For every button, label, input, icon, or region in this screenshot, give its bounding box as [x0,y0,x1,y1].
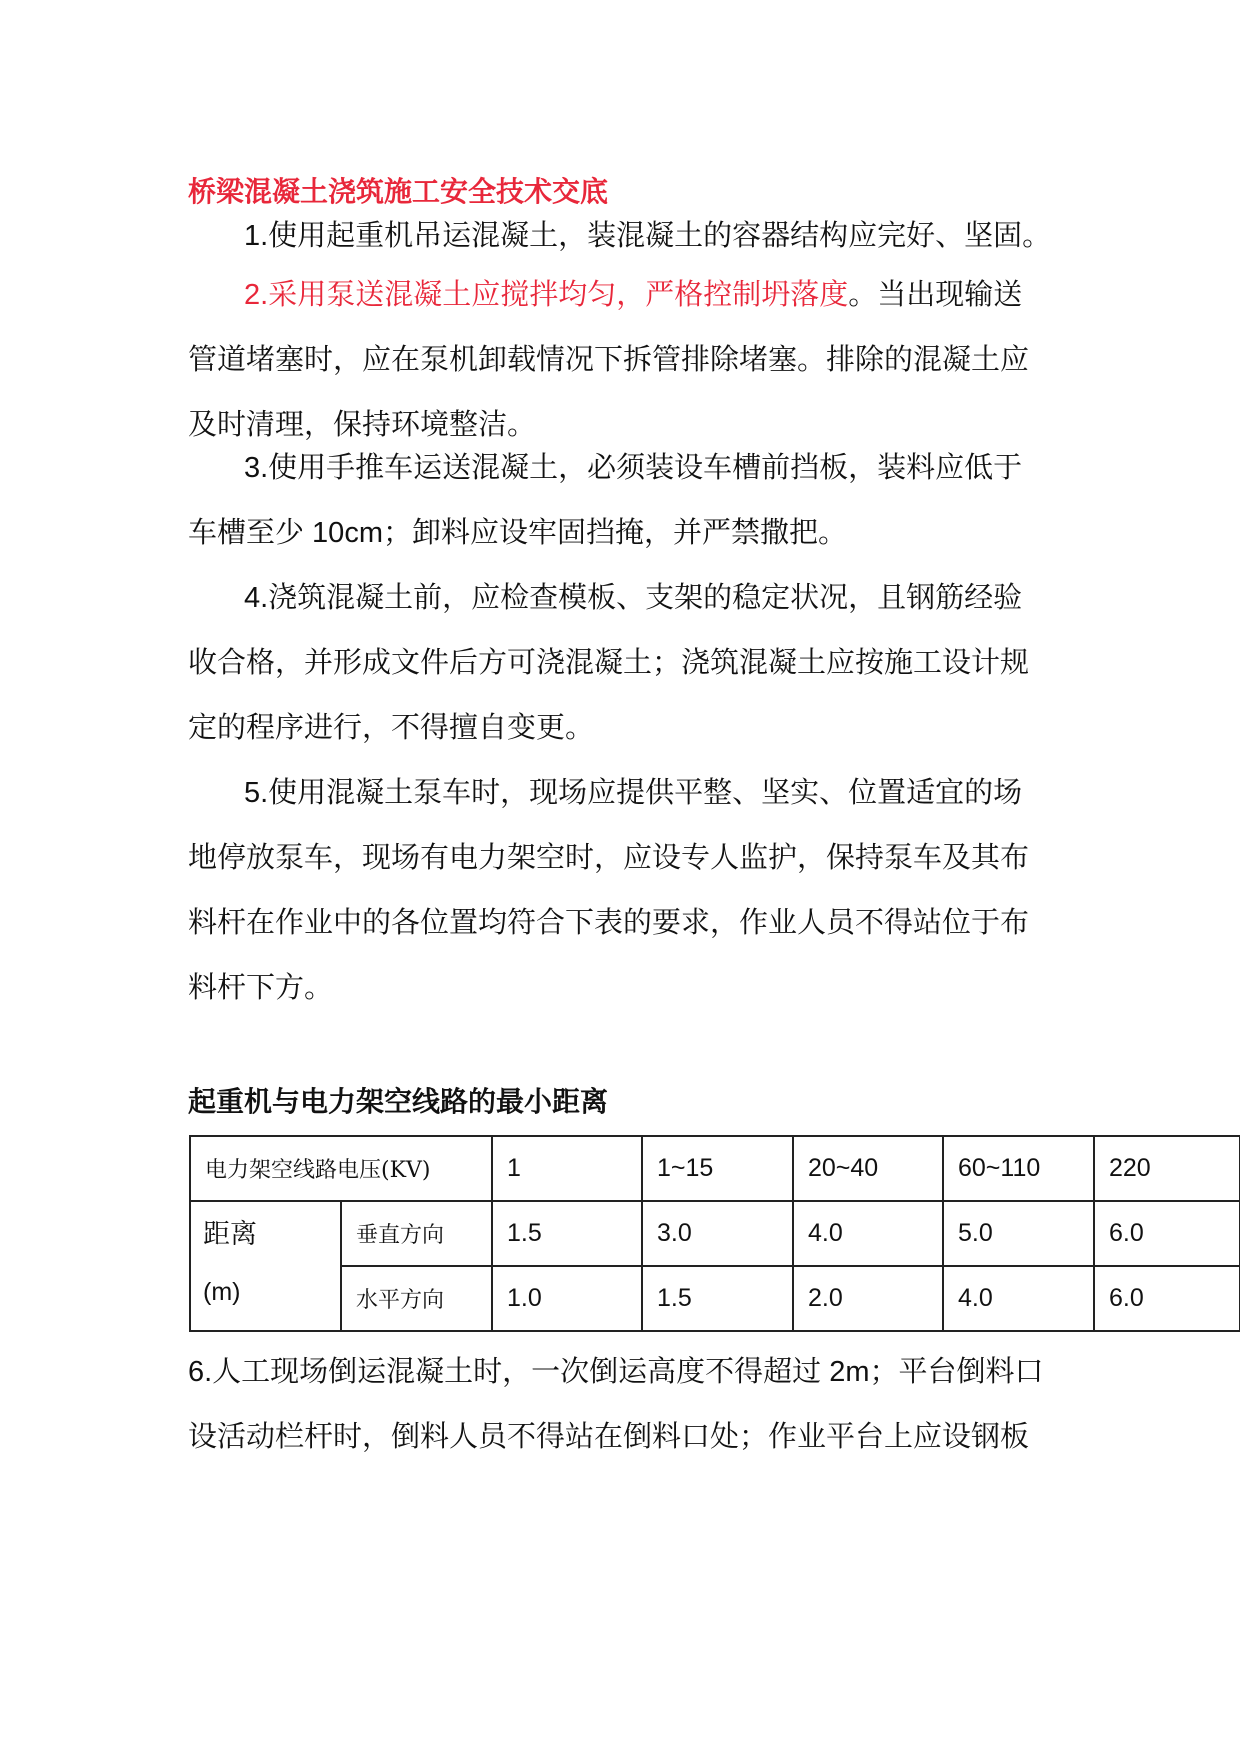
paragraph-2-number: 2. [244,279,269,311]
paragraph-4-line: 4.浇筑混凝土前，应检查模板、支架的稳定状况，且钢筋经验 [244,582,1023,614]
voltage-cell: 1 [492,1136,642,1201]
table-row-horizontal [190,1266,1240,1331]
table-cell: 2.0 [793,1266,943,1331]
table-cell: 1.5 [642,1266,793,1331]
paragraph-5 [188,761,1050,1021]
direction-label: 垂直方向 [341,1201,492,1266]
table-cell: 4.0 [943,1266,1094,1331]
voltage-header-cell: 电力架空线路电压(KV) [190,1136,492,1201]
table-cell: 6.0 [1094,1201,1240,1266]
table-cell: 5.0 [943,1201,1094,1266]
direction-label: 水平方向 [341,1266,492,1331]
table-cell: 3.0 [642,1201,793,1266]
paragraph-2-line [188,262,1050,327]
paragraph-6 [188,1340,1050,1470]
paragraph-2-highlight: 采用泵送混凝土应搅拌均匀，严格控制坍落度 [268,277,849,311]
paragraph-5-line: 5.使用混凝土泵车时，现场应提供平整、坚实、位置适宜的场 [244,777,1023,809]
paragraph-2-line: 管道堵塞时，应在泵机卸载情况下拆管排除堵塞。排除的混凝土应 [188,342,1030,376]
table-cell: 1.0 [492,1266,642,1331]
paragraph-4 [188,566,1050,761]
table-row-vertical [190,1201,1240,1266]
distance-table [189,1135,1240,1332]
voltage-cell: 20~40 [793,1136,943,1201]
paragraph-2-rest: 。当出现输送 [848,277,1023,311]
paragraph-6-line: 设活动栏杆时，倒料人员不得站在倒料口处；作业平台上应设钢板 [188,1421,1030,1453]
paragraph-6-line: 6.人工现场倒运混凝土时，一次倒运高度不得超过 2m；平台倒料口 [188,1356,1044,1388]
table-cell: 1.5 [492,1201,642,1266]
table-cell: 4.0 [793,1201,943,1266]
paragraph-3-line: 车槽至少 10cm；卸料应设牢固挡掩，并严禁撒把。 [188,517,847,549]
paragraph-1 [188,204,1050,269]
distance-unit: (m) [203,1278,241,1306]
paragraph-3-line: 3.使用手推车运送混凝土，必须装设车槽前挡板，装料应低于 [244,452,1023,484]
paragraph-5-line: 料杆下方。 [188,972,334,1004]
paragraph-4-line: 收合格，并形成文件后方可浇混凝土；浇筑混凝土应按施工设计规 [188,647,1030,679]
paragraph-5-line: 地停放泵车，现场有电力架空时，应设专人监护，保持泵车及其布 [188,842,1030,874]
table-title: 起重机与电力架空线路的最小距离 [188,1086,609,1117]
table-header-row [190,1136,1240,1201]
distance-label-cell [190,1201,341,1331]
paragraph-1-line: 1.使用起重机吊运混凝土，装混凝土的容器结构应完好、坚固。 [244,220,1052,252]
paragraph-2-line: 及时清理，保持环境整洁。 [188,407,537,441]
paragraph-5-line: 料杆在作业中的各位置均符合下表的要求，作业人员不得站位于布 [188,907,1030,939]
document-title: 桥梁混凝土浇筑施工安全技术交底 [188,175,609,208]
table-cell: 6.0 [1094,1266,1240,1331]
distance-label: 距离 [203,1219,257,1250]
voltage-cell: 220 [1094,1136,1240,1201]
voltage-cell: 1~15 [642,1136,793,1201]
voltage-cell: 60~110 [943,1136,1094,1201]
paragraph-4-line: 定的程序进行，不得擅自变更。 [188,712,595,744]
paragraph-3 [188,436,1050,566]
paragraph-2 [188,262,1050,457]
